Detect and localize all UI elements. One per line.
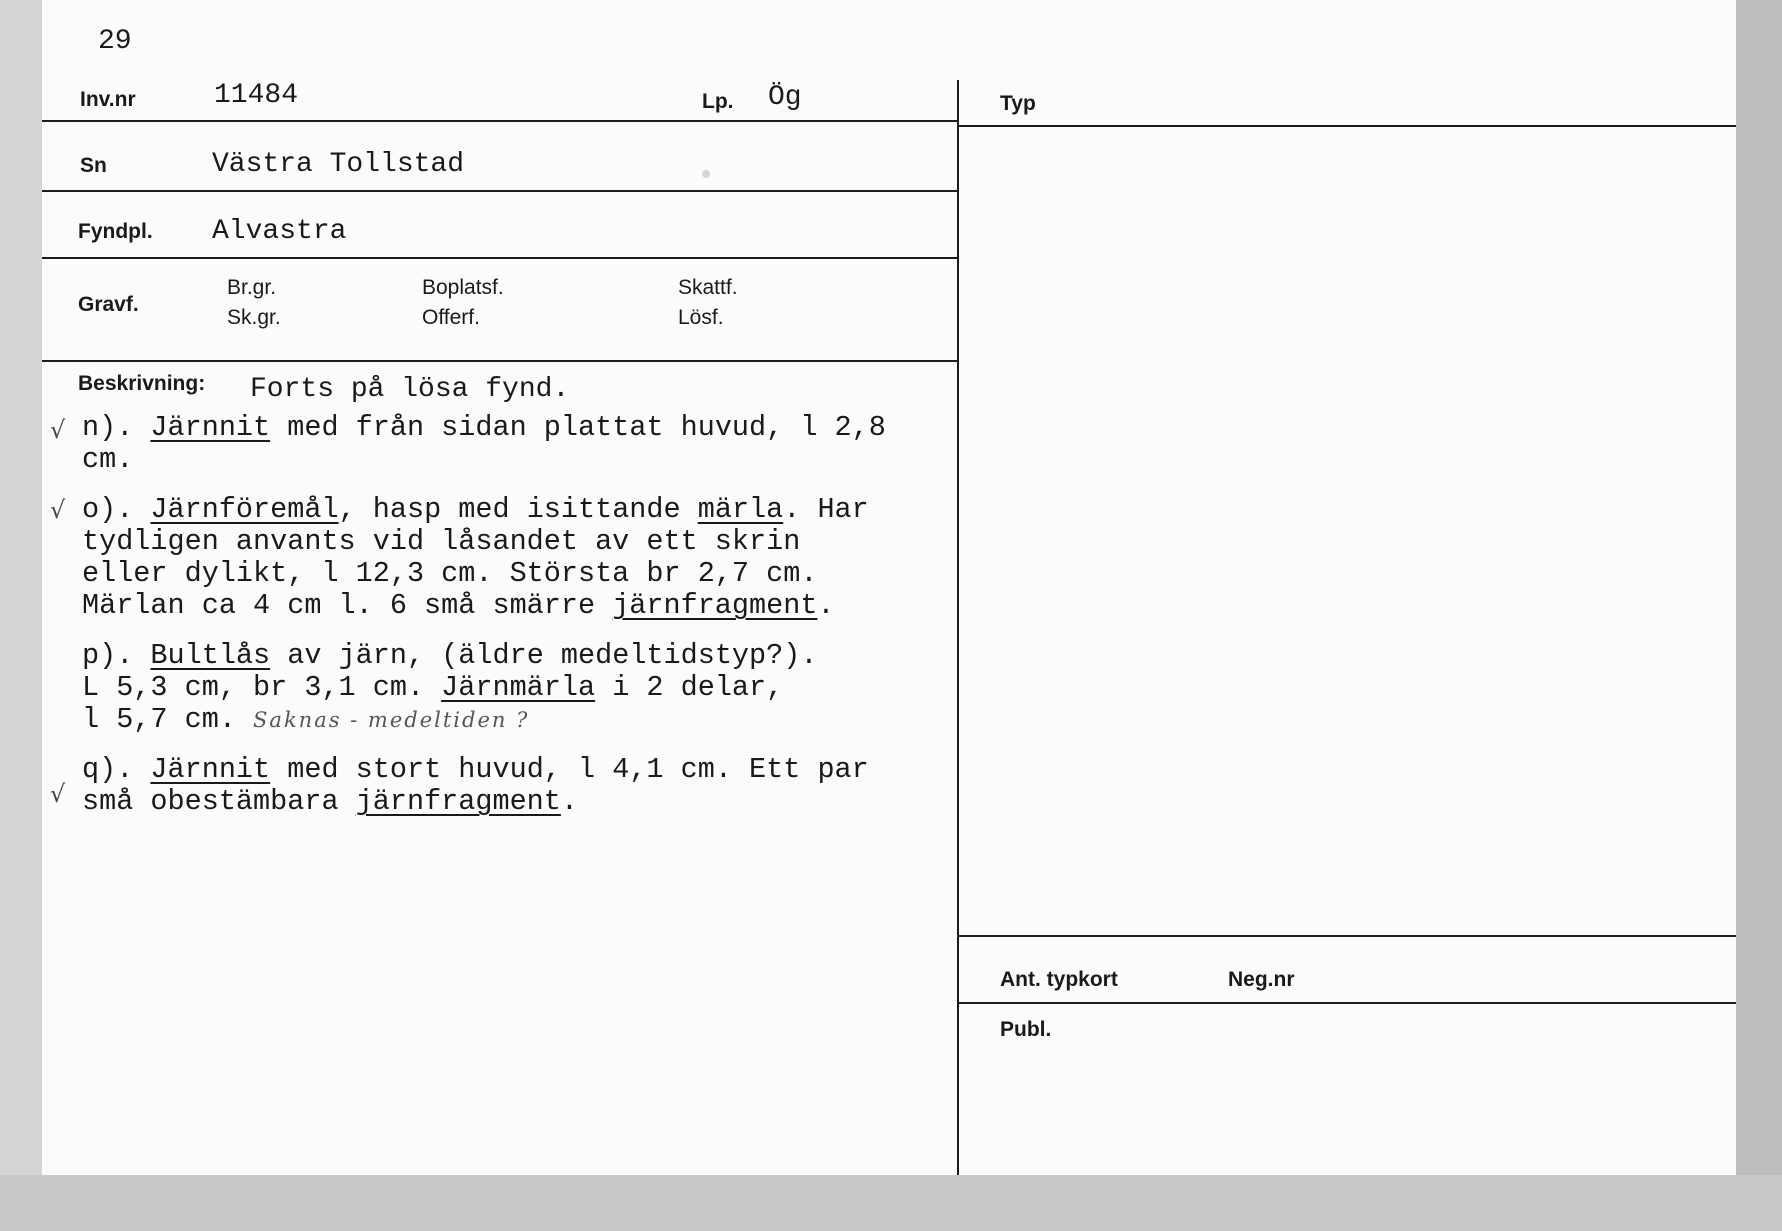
losf-label: Lösf. bbox=[678, 306, 724, 329]
entry-o-term2: märla bbox=[697, 493, 784, 526]
entry-o-lead: o). bbox=[82, 493, 151, 526]
gravf-label: Gravf. bbox=[78, 293, 139, 316]
sn-label: Sn bbox=[80, 154, 107, 177]
catalog-card bbox=[42, 0, 1736, 1175]
inv-nr-value: 11484 bbox=[214, 80, 299, 111]
entry-q bbox=[82, 754, 1002, 818]
rule-sn bbox=[42, 190, 957, 192]
rule-ant-typkort bbox=[959, 1002, 1736, 1004]
check-mark-n: √ bbox=[50, 416, 66, 444]
check-mark-o: √ bbox=[50, 496, 66, 524]
entry-o-text2: . Har tydligen anvants vid låsandet av ett skrin eller dylikt, l 12,3 cm. Största br 2,7 cm. Märlan ca 4 cm l. 6 små smärre bbox=[82, 493, 869, 622]
fyndpl-value: Alvastra bbox=[212, 216, 347, 247]
entry-q-lead: q). bbox=[82, 753, 151, 786]
neg-nr-label: Neg.nr bbox=[1228, 968, 1295, 991]
rule-gravf bbox=[42, 360, 957, 362]
entry-q-text1: med stort huvud, l 4,1 cm. Ett par små obestämbara bbox=[82, 753, 869, 818]
entry-o-text1: , hasp med isittande bbox=[338, 493, 698, 526]
entry-q-end: . bbox=[560, 785, 578, 818]
entry-p-term1: Bultlås bbox=[150, 639, 271, 672]
lp-value: Ög bbox=[768, 82, 802, 113]
sk-gr-label: Sk.gr. bbox=[227, 306, 281, 329]
entry-p bbox=[82, 640, 1002, 736]
entry-n-lead: n). bbox=[82, 411, 151, 444]
rule-inv bbox=[42, 120, 957, 122]
rule-fyndpl bbox=[42, 257, 957, 259]
scan-background-bottom bbox=[0, 1175, 1782, 1231]
entry-p-text1: av järn, (äldre medeltidstyp?). L 5,3 cm, br 3,1 cm. bbox=[82, 639, 818, 704]
publ-label: Publ. bbox=[1000, 1018, 1052, 1041]
br-gr-label: Br.gr. bbox=[227, 276, 277, 299]
entry-n-term: Järnnit bbox=[150, 411, 271, 444]
entry-p-lead: p). bbox=[82, 639, 151, 672]
sn-value: Västra Tollstad bbox=[212, 149, 465, 180]
entry-n-text: med från sidan plattat huvud, l 2,8 cm. bbox=[82, 411, 886, 476]
rule-typ bbox=[959, 125, 1736, 127]
lp-label: Lp. bbox=[702, 90, 734, 113]
boplatsf-label: Boplatsf. bbox=[422, 276, 504, 299]
beskrivning-label: Beskrivning: bbox=[78, 372, 206, 395]
entry-o-term3: järnfragment bbox=[612, 589, 818, 622]
rule-typ-bottom bbox=[959, 935, 1736, 937]
check-mark-q: √ bbox=[50, 780, 66, 808]
typ-label: Typ bbox=[1000, 92, 1036, 115]
scan-background-right bbox=[1736, 0, 1782, 1231]
ink-dot bbox=[702, 170, 710, 178]
sheet-number: 29 bbox=[98, 26, 132, 57]
handwritten-note: Saknas - medeltiden ? bbox=[253, 708, 530, 732]
description-body bbox=[82, 412, 1002, 836]
skattf-label: Skattf. bbox=[678, 276, 738, 299]
ant-typkort-label: Ant. typkort bbox=[1000, 968, 1118, 991]
entry-o bbox=[82, 494, 1002, 622]
entry-q-term1: Järnnit bbox=[150, 753, 271, 786]
entry-q-term2: järnfragment bbox=[355, 785, 561, 818]
fyndpl-label: Fyndpl. bbox=[78, 220, 153, 243]
inv-nr-label: Inv.nr bbox=[80, 88, 136, 111]
entry-o-term1: Järnföremål bbox=[150, 493, 339, 526]
entry-p-term2: Järnmärla bbox=[441, 671, 596, 704]
entry-n bbox=[82, 412, 1002, 476]
entry-p-text2: i 2 delar, l 5,7 cm. bbox=[82, 671, 784, 736]
offerf-label: Offerf. bbox=[422, 306, 480, 329]
entry-o-end: . bbox=[817, 589, 835, 622]
beskrivning-intro: Forts på lösa fynd. bbox=[250, 374, 570, 405]
